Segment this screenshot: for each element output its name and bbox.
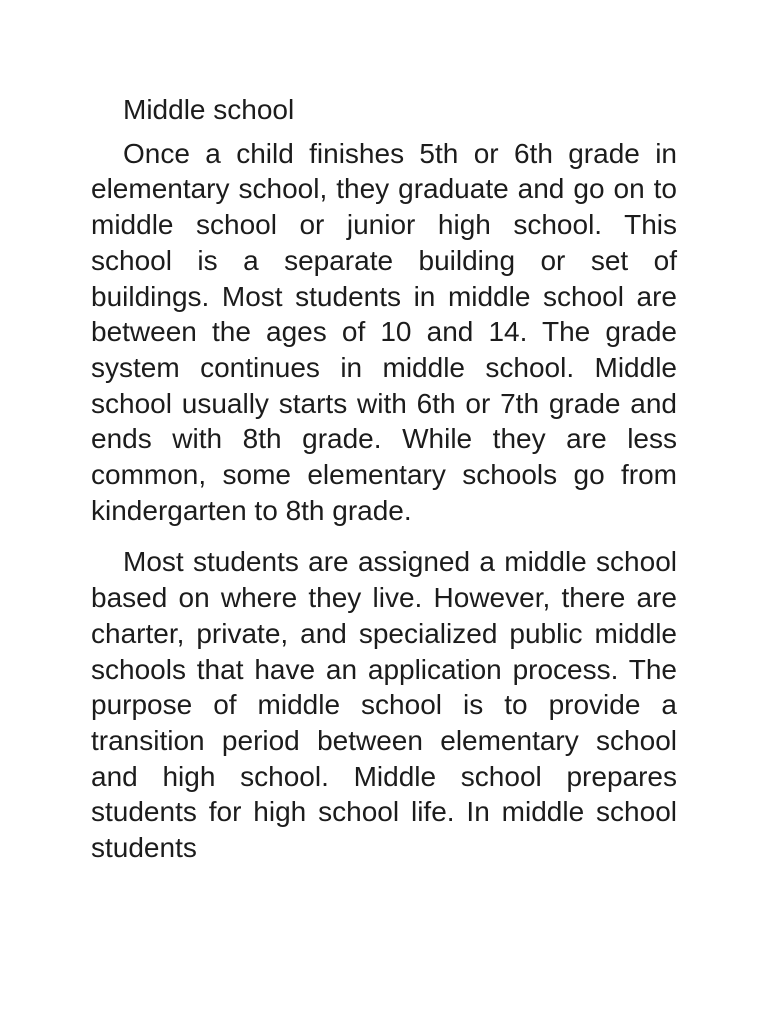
- paragraph-2: Most students are assigned a middle school based on where they live. However, there are charter, private, and specialized public middle schools that have an application process. The purpose of middle school is to provide a transition period between elementary school and high school. Middle school prepares students for high school life. In middle school students: [91, 546, 677, 864]
- document-body: [91, 92, 677, 882]
- section-heading: Middle school: [123, 94, 295, 125]
- paragraph-1: Once a child finishes 5th or 6th grade in elementary school, they graduate and go on to middle school or junior high school. This school is a separate building or set of buildings. Most students in middle school are between the ages of 10 and 14. The grade system continues in middle school. Middle school usually starts with 6th or 7th grade and ends with 8th grade. While they are less common, some elementary schools go from kindergarten to 8th grade.: [91, 137, 677, 526]
